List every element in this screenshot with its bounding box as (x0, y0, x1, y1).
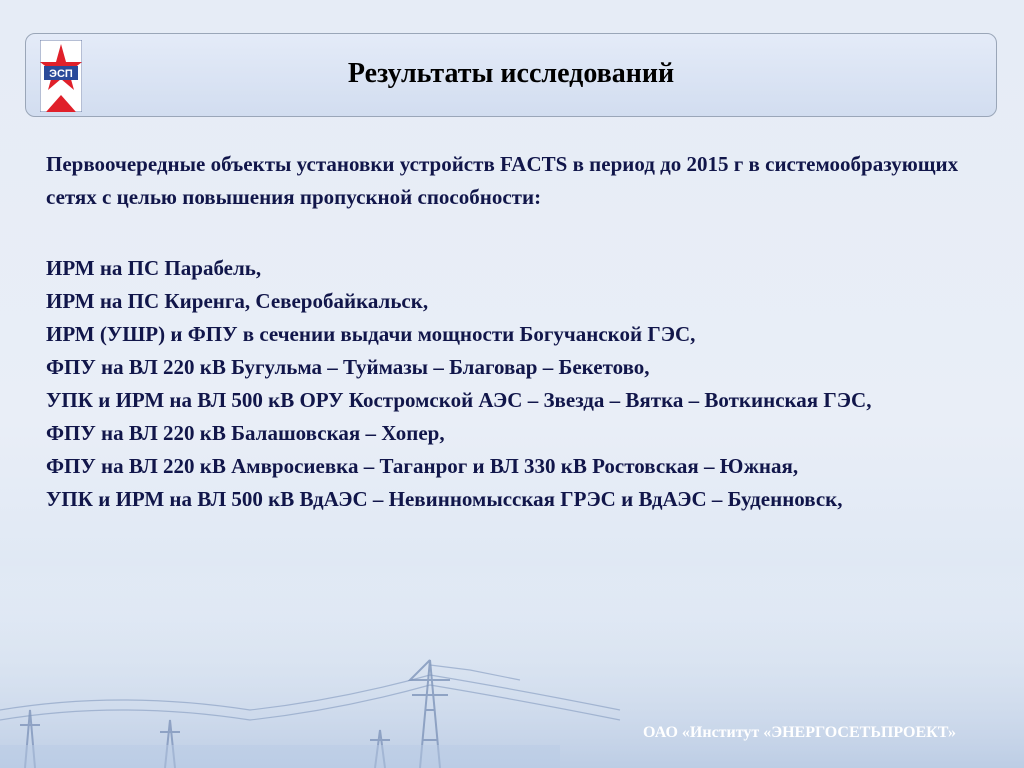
page-title: Результаты исследований (347, 58, 675, 89)
intro-text: Первоочередные объекты установки устройств FACTS в период до 2015 г в системообразующих сетях с целью повышения пропускной способности: (46, 152, 959, 209)
list-item: УПК и ИРМ на ВЛ 500 кВ ВдАЭС – Невинномысская ГРЭС и ВдАЭС – Буденновск, (46, 487, 843, 511)
title-bar (25, 33, 997, 117)
logo-text: ЭСП (49, 68, 73, 80)
list-item: ФПУ на ВЛ 220 кВ Амвросиевка – Таганрог и ВЛ 330 кВ Ростовская – Южная, (46, 454, 799, 478)
company-logo-icon (40, 40, 82, 112)
facts-objects-list (46, 252, 986, 516)
footer-company-name: ОАО «Институт «ЭНЕРГОСЕТЬПРОЕКТ» (643, 724, 956, 741)
list-item: УПК и ИРМ на ВЛ 500 кВ ОРУ Костромской АЭС – Звезда – Вятка – Воткинская ГЭС, (46, 388, 872, 412)
list-item: ФПУ на ВЛ 220 кВ Балашовская – Хопер, (46, 421, 445, 445)
list-item: ИРМ на ПС Парабель, (46, 256, 262, 280)
list-item: ФПУ на ВЛ 220 кВ Бугульма – Туймазы – Благовар – Бекетово, (46, 355, 650, 379)
list-item: ИРМ (УШР) и ФПУ в сечении выдачи мощности Богучанской ГЭС, (46, 322, 696, 346)
list-item: ИРМ на ПС Киренга, Северобайкальск, (46, 289, 429, 313)
content-block (46, 148, 986, 516)
